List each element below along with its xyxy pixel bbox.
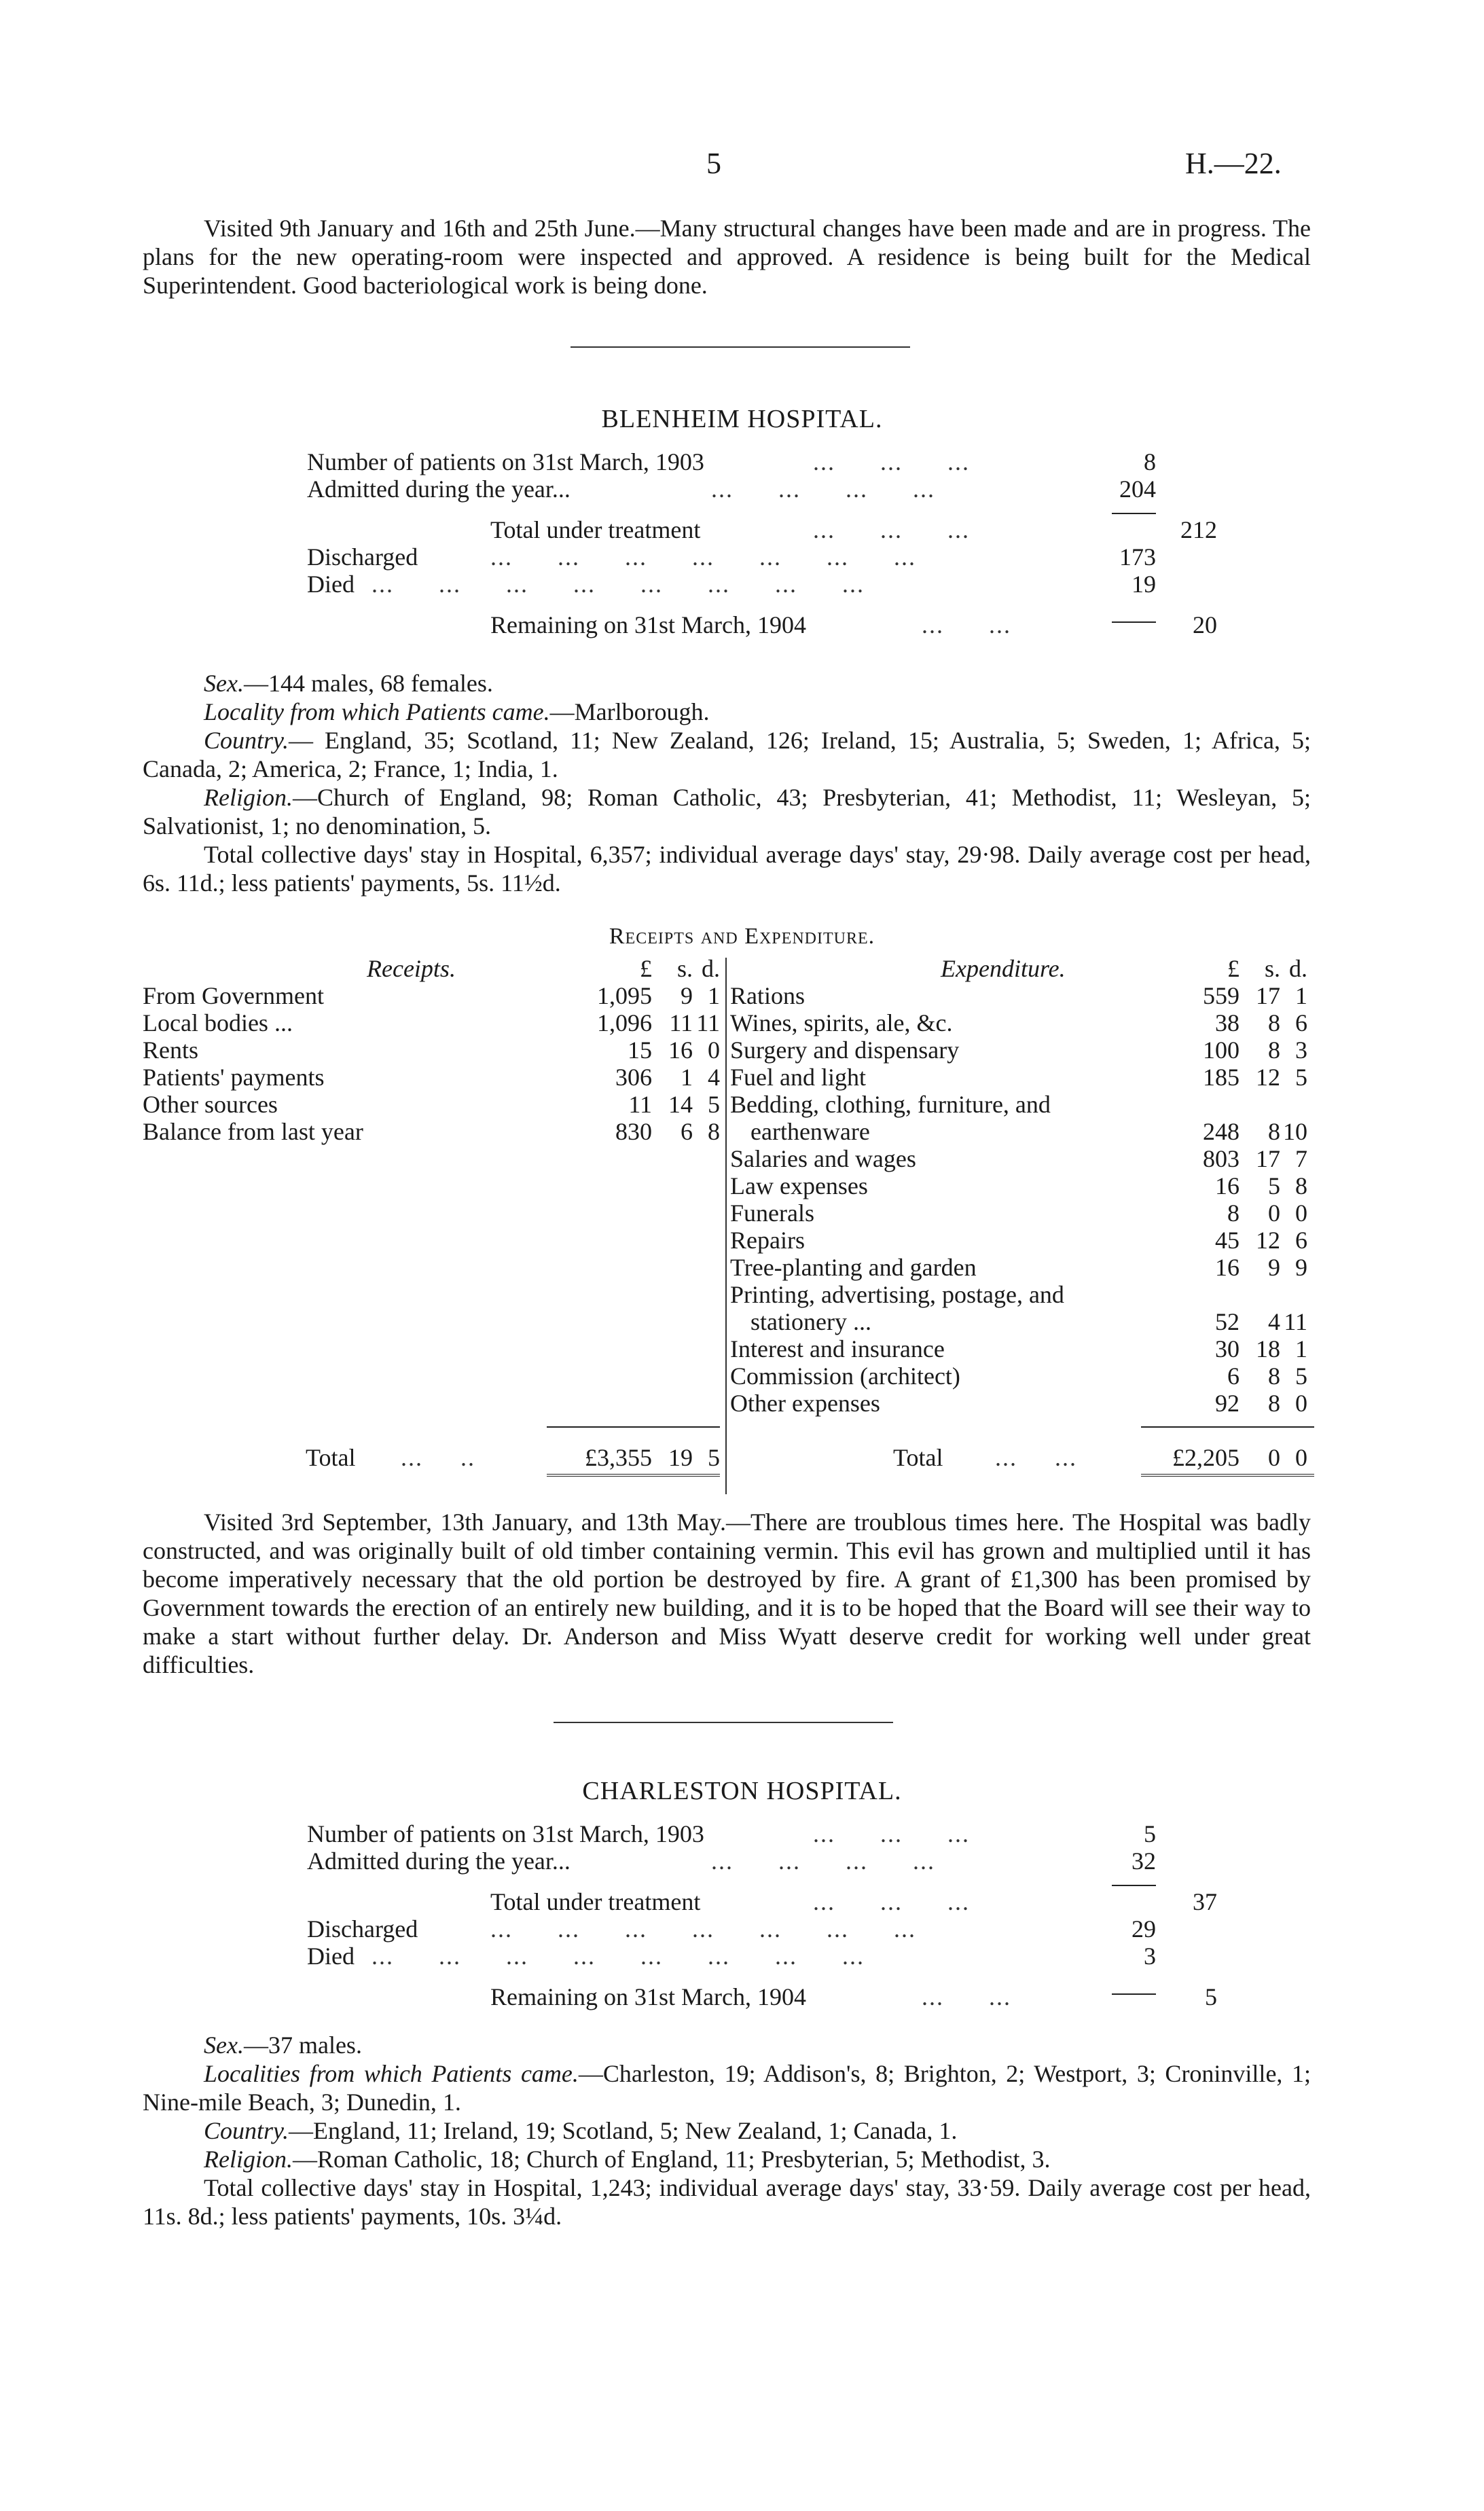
expenditure-d: 11	[1284, 1308, 1307, 1335]
expenditure-s: 17	[1256, 982, 1280, 1009]
col-d: d.	[702, 955, 720, 982]
expenditure-label: Other expenses	[730, 1390, 880, 1417]
charleston-title: CHARLESTON HOSPITAL.	[582, 1777, 902, 1805]
stat-value: 20	[1193, 611, 1217, 638]
expenditure-label: Printing, advertising, postage, and	[730, 1281, 1064, 1308]
expenditure-label: Interest and insurance	[730, 1335, 945, 1362]
receipts-s: 14	[668, 1091, 693, 1118]
expenditure-total-d: 0	[1295, 1444, 1307, 1471]
stat-value: 37	[1193, 1888, 1217, 1915]
stat-label: Died	[307, 1943, 355, 1970]
expenditure-total-s: 0	[1268, 1444, 1280, 1471]
expenditure-d: 1	[1295, 1335, 1307, 1362]
religion-text: —Roman Catholic, 18; Church of England, 11; Presbyterian, 5; Methodist, 3.	[292, 2146, 1051, 2173]
receipts-label: Balance from last year	[143, 1118, 363, 1145]
blenheim-visit-paragraph	[143, 1508, 1311, 1679]
stat-value: 29	[1132, 1915, 1156, 1943]
receipts-pounds: 11	[628, 1091, 652, 1118]
expenditure-d: 8	[1295, 1172, 1307, 1199]
stat-label: Admitted during the year...	[307, 1847, 571, 1875]
expenditure-pounds: 6	[1227, 1362, 1239, 1390]
expenditure-d: 0	[1295, 1390, 1307, 1417]
expenditure-d: 1	[1295, 982, 1307, 1009]
receipts-pounds: 15	[628, 1036, 652, 1064]
expenditure-pounds: 45	[1215, 1227, 1239, 1254]
receipts-label: Rents	[143, 1036, 199, 1064]
receipts-row	[143, 1063, 727, 1090]
receipts-d: 5	[708, 1091, 720, 1118]
receipts-s: 1	[681, 1064, 693, 1091]
receipts-d: 1	[708, 982, 720, 1009]
receipts-total-pounds: £3,355	[585, 1444, 652, 1471]
expenditure-s: 12	[1256, 1227, 1280, 1254]
stat-value: 3	[1144, 1943, 1156, 1970]
receipts-d: 11	[696, 1009, 720, 1036]
section-divider	[571, 346, 910, 348]
charleston-stats: Number of patients on 31st March, 1903 ... ... ... 5 Admitted during the year... ... ... ... ... 32 Total under treatment ... ... ... 37 Discharged ... ... ... ... ... ... ... 29 Died ... ... ... ... ... ... ... ... 3 Remaining on 31st March, 1904 ... ... 5	[307, 1820, 1217, 2010]
stat-value: 204	[1119, 475, 1156, 503]
expenditure-s: 8	[1268, 1362, 1280, 1390]
receipts-total-d: 5	[708, 1444, 720, 1471]
country-text: — England, 35; Scotland, 11; New Zealand, 126; Ireland, 15; Australia, 5; Sweden, 1; Africa, 5; Canada, 2; America, 2; France, 1; India, 1.	[143, 727, 1311, 782]
expenditure-row	[730, 1144, 1314, 1172]
stat-label: Remaining on 31st March, 1904	[490, 611, 806, 638]
expenditure-d: 10	[1283, 1118, 1307, 1145]
expenditure-s: 0	[1268, 1199, 1280, 1227]
stat-label: Died	[307, 571, 355, 598]
stat-label: Number of patients on 31st March, 1903	[307, 1820, 704, 1847]
expenditure-pounds: 100	[1203, 1036, 1239, 1064]
expenditure-pounds: 92	[1215, 1390, 1239, 1417]
locality-text: —Charleston, 19; Addison's, 8; Brighton, 2; Westport, 3; Croninville, 1; Nine-mile Beach, 3; Dunedin, 1.	[143, 2060, 1311, 2116]
expenditure-label: Salaries and wages	[730, 1145, 916, 1172]
sex-text: —37 males.	[243, 2031, 362, 2059]
country-text: —England, 11; Ireland, 19; Scotland, 5; New Zealand, 1; Canada, 1.	[289, 2117, 958, 2144]
expenditure-total-pounds: £2,205	[1172, 1444, 1239, 1471]
expenditure-pounds: 38	[1215, 1009, 1239, 1036]
stat-label: Total under treatment	[490, 516, 701, 543]
expenditure-row	[730, 1036, 1314, 1063]
receipts-label: Local bodies ...	[143, 1009, 293, 1036]
days-text: Total collective days' stay in Hospital, 1,243; individual average days' stay, 33·59. Daily average cost per head, 11s. 8d.; less patients' payments, 10s. 3¼d.	[143, 2174, 1311, 2230]
locality-label: Localities from which Patients came.	[204, 2060, 579, 2087]
receipts-row	[143, 1036, 727, 1063]
expenditure-s: 8	[1268, 1009, 1280, 1036]
expenditure-row	[730, 1335, 1314, 1362]
stat-value: 19	[1132, 571, 1156, 598]
expenditure-table	[730, 954, 1314, 1416]
section-divider	[554, 1722, 893, 1723]
expenditure-row	[730, 1009, 1314, 1036]
stat-value: 8	[1144, 448, 1156, 475]
expenditure-pounds: 803	[1203, 1145, 1239, 1172]
expenditure-s: 9	[1268, 1254, 1280, 1281]
receipts-row	[143, 1090, 727, 1117]
receipts-table	[143, 954, 727, 1144]
expenditure-label: stationery ...	[750, 1308, 871, 1335]
document-reference: H.—22.	[1185, 147, 1282, 180]
total-label: Total	[893, 1444, 943, 1471]
receipts-pounds: 306	[615, 1064, 652, 1091]
expenditure-row	[730, 1280, 1314, 1307]
expenditure-label: Commission (architect)	[730, 1362, 960, 1390]
locality-text: —Marlborough.	[549, 698, 710, 725]
expenditure-d: 5	[1295, 1362, 1307, 1390]
expenditure-row	[730, 1307, 1314, 1335]
religion-label: Religion.	[204, 2146, 293, 2173]
sex-label: Sex.	[204, 2031, 244, 2059]
blenheim-details	[143, 669, 1311, 897]
expenditure-d: 7	[1295, 1145, 1307, 1172]
expenditure-s: 4	[1268, 1308, 1280, 1335]
expenditure-label: Tree-planting and garden	[730, 1254, 977, 1281]
religion-text: —Church of England, 98; Roman Catholic, 43; Presbyterian, 41; Methodist, 11; Wesleyan, 5; Salvationist, 1; no denomination, 5.	[143, 784, 1311, 839]
stat-label: Discharged	[307, 1915, 418, 1943]
receipts-pounds: 830	[615, 1118, 652, 1145]
intro-text: Visited 9th January and 16th and 25th June.—Many structural changes have been made and are in progress. The plans for the new operating-room were inspected and approved. A residence is being built for the Medical Superintendent. Good bacteriological work is being done.	[143, 215, 1311, 299]
expenditure-pounds: 30	[1215, 1335, 1239, 1362]
receipts-total-s: 19	[668, 1444, 693, 1471]
receipts-heading: Receipts.	[367, 955, 456, 982]
expenditure-row	[730, 1362, 1314, 1389]
expenditure-row	[730, 1117, 1314, 1144]
stat-label: Discharged	[307, 543, 418, 571]
expenditure-d: 6	[1295, 1009, 1307, 1036]
receipts-s: 11	[669, 1009, 693, 1036]
stat-label: Total under treatment	[490, 1888, 701, 1915]
expenditure-label: Bedding, clothing, furniture, and	[730, 1091, 1051, 1118]
expenditure-heading: Expenditure.	[941, 955, 1066, 982]
stat-value: 32	[1132, 1847, 1156, 1875]
sex-text: —144 males, 68 females.	[243, 670, 493, 697]
expenditure-row	[730, 1389, 1314, 1416]
receipts-pounds: 1,096	[597, 1009, 652, 1036]
expenditure-label: Fuel and light	[730, 1064, 866, 1091]
expenditure-label: Law expenses	[730, 1172, 868, 1199]
country-label: Country.	[204, 2117, 289, 2144]
expenditure-s: 5	[1268, 1172, 1280, 1199]
expenditure-s: 17	[1256, 1145, 1280, 1172]
expenditure-s: 8	[1268, 1118, 1280, 1145]
receipts-label: Other sources	[143, 1091, 278, 1118]
expenditure-s: 8	[1268, 1036, 1280, 1064]
col-s: s.	[1264, 955, 1280, 982]
receipts-pounds: 1,095	[597, 982, 652, 1009]
expenditure-label: Funerals	[730, 1199, 814, 1227]
expenditure-row	[730, 981, 1314, 1009]
receipts-row	[143, 981, 727, 1009]
expenditure-row	[730, 1253, 1314, 1280]
stat-value: 173	[1119, 543, 1156, 571]
blenheim-title: BLENHEIM HOSPITAL.	[601, 405, 883, 433]
receipts-d: 8	[708, 1118, 720, 1145]
stat-value: 212	[1180, 516, 1217, 543]
expenditure-label: Repairs	[730, 1227, 805, 1254]
col-pound: £	[1227, 955, 1239, 982]
expenditure-row	[730, 1199, 1314, 1226]
expenditure-pounds: 185	[1203, 1064, 1239, 1091]
stat-label: Remaining on 31st March, 1904	[490, 1983, 806, 2010]
expenditure-d: 0	[1295, 1199, 1307, 1227]
expenditure-pounds: 16	[1215, 1172, 1239, 1199]
days-text: Total collective days' stay in Hospital, 6,357; individual average days' stay, 29·98. Daily average cost per head, 6s. 11d.; less patients' payments, 5s. 11½d.	[143, 841, 1311, 897]
expenditure-pounds: 16	[1215, 1254, 1239, 1281]
expenditure-d: 5	[1295, 1064, 1307, 1091]
receipts-s: 9	[681, 982, 693, 1009]
locality-label: Locality from which Patients came.	[204, 698, 550, 725]
charleston-details	[143, 2031, 1311, 2230]
receipts-row	[143, 1117, 727, 1144]
expenditure-d: 6	[1295, 1227, 1307, 1254]
receipts-label: Patients' payments	[143, 1064, 325, 1091]
expenditure-d: 3	[1295, 1036, 1307, 1064]
country-label: Country.	[204, 727, 289, 754]
expenditure-label: Rations	[730, 982, 806, 1009]
stat-label: Admitted during the year...	[307, 475, 571, 503]
expenditure-pounds: 559	[1203, 982, 1239, 1009]
expenditure-row	[730, 1090, 1314, 1117]
religion-label: Religion.	[204, 784, 293, 811]
expenditure-pounds: 248	[1203, 1118, 1239, 1145]
col-pound: £	[640, 955, 652, 982]
expenditure-d: 9	[1295, 1254, 1307, 1281]
expenditure-pounds: 8	[1227, 1199, 1239, 1227]
expenditure-s: 8	[1268, 1390, 1280, 1417]
stat-value: 5	[1144, 1820, 1156, 1847]
sex-label: Sex.	[204, 670, 244, 697]
page-number: 5	[706, 147, 721, 180]
intro-paragraph	[143, 214, 1311, 300]
expenditure-row	[730, 1172, 1314, 1199]
stat-value: 5	[1205, 1983, 1217, 2010]
total-label: Total	[306, 1444, 356, 1471]
blenheim-stats: Number of patients on 31st March, 1903 ... ... ... 8 Admitted during the year... ... ... ... ... 204 Total under treatment ... ... ... 212 Discharged ... ... ... ... ... ... ... 173 Died ... ... ... ... ... ... ... ... 19 Remaining on 31st March, 1904 ... ... 20	[307, 448, 1217, 638]
receipts-d: 0	[708, 1036, 720, 1064]
expenditure-label: Surgery and dispensary	[730, 1036, 960, 1064]
expenditure-label: earthenware	[750, 1118, 870, 1145]
receipts-s: 6	[681, 1118, 693, 1145]
receipts-row	[143, 1009, 727, 1036]
col-d: d.	[1289, 955, 1307, 982]
expenditure-pounds: 52	[1215, 1308, 1239, 1335]
finance-title: Receipts and Expenditure.	[609, 924, 875, 949]
expenditure-row	[730, 1226, 1314, 1253]
stat-label: Number of patients on 31st March, 1903	[307, 448, 704, 475]
expenditure-s: 18	[1256, 1335, 1280, 1362]
expenditure-label: Wines, spirits, ale, &c.	[730, 1009, 953, 1036]
expenditure-s: 12	[1256, 1064, 1280, 1091]
receipts-label: From Government	[143, 982, 324, 1009]
col-s: s.	[676, 955, 693, 982]
receipts-s: 16	[668, 1036, 693, 1064]
receipts-d: 4	[708, 1064, 720, 1091]
visit-text: Visited 3rd September, 13th January, and 13th May.—There are troublous times here. The Hospital was badly constructed, and was originally built of old timber containing vermin. This evil has grown and multiplied until it has become imperatively necessary that the old portion be destroyed by fire. A grant of £1,300 has been promised by Government towards the erection of an entirely new building, and it is to be hoped that the Board will see their way to make a start without further delay. Dr. Anderson and Miss Wyatt deserve credit for working well under great difficulties.	[143, 1509, 1311, 1678]
expenditure-row	[730, 1063, 1314, 1090]
